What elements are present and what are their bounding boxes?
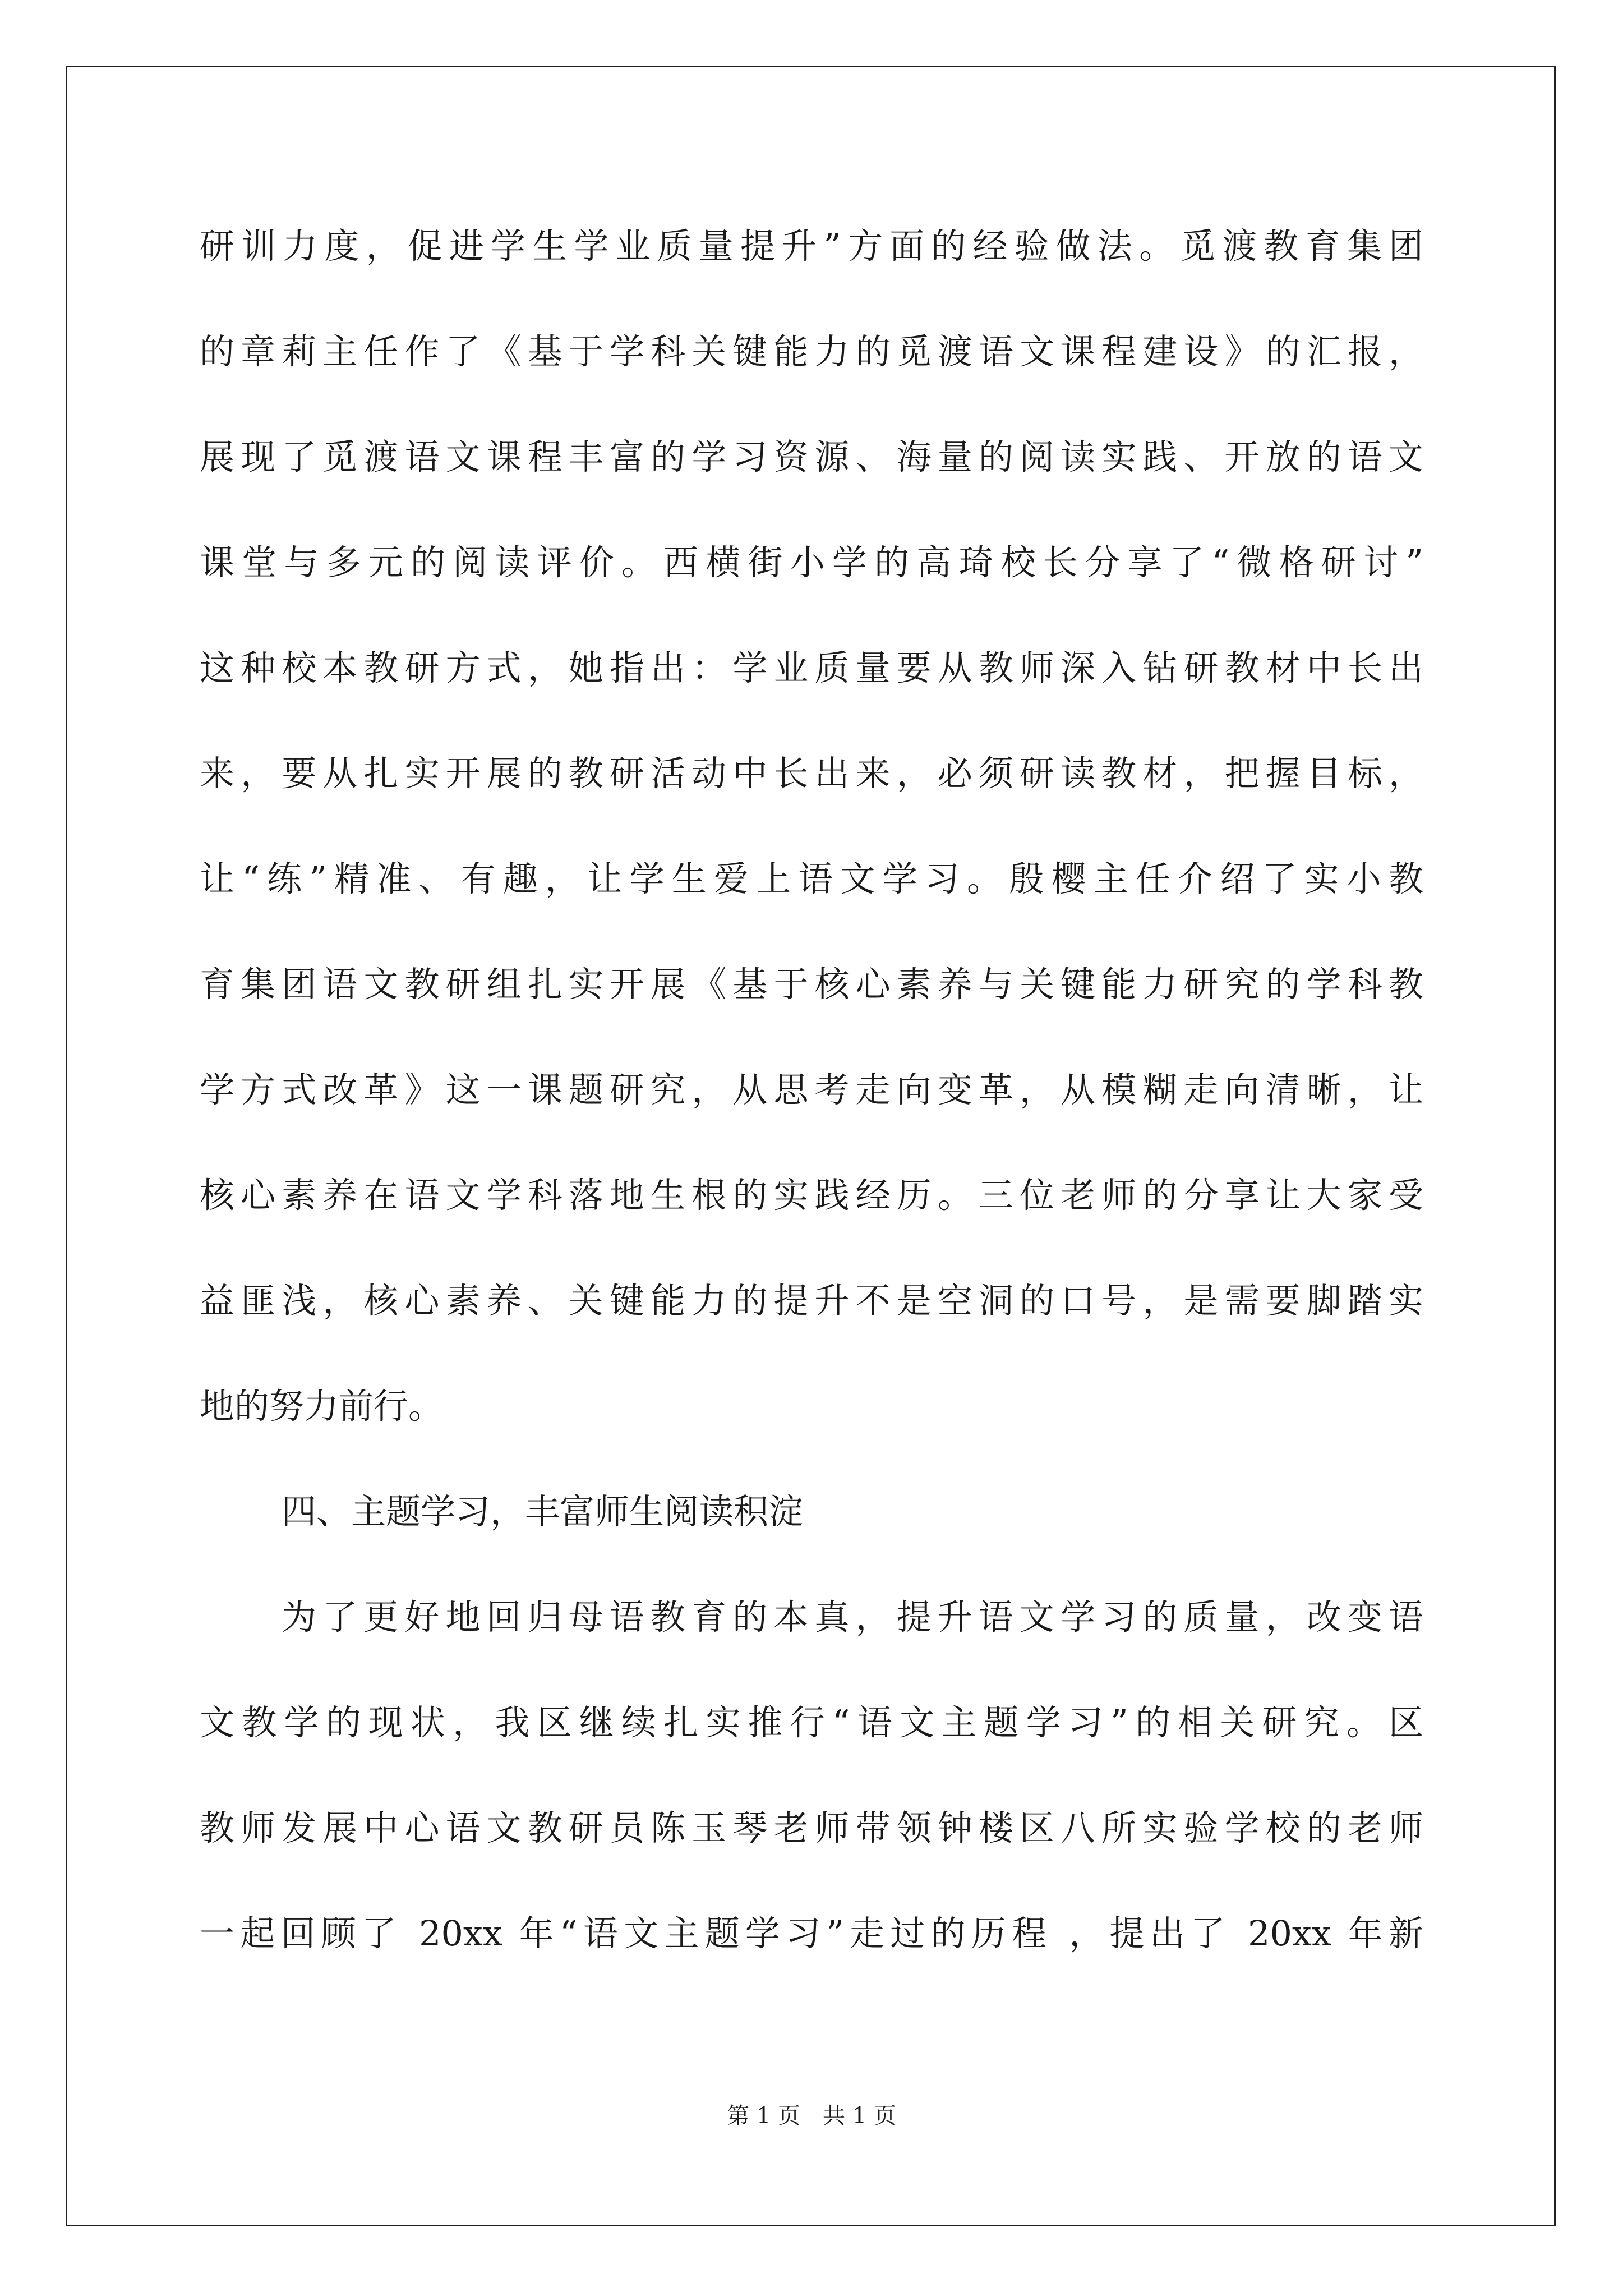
text-line: 这种校本教研方式，她指出：学业质量要从教师深入钻研教材中长出 (200, 647, 1423, 688)
section-heading: 四、主题学习，丰富师生阅读积淀 (282, 1491, 804, 1532)
text-line: 学方式改革》这一课题研究，从思考走向变革，从模糊走向清晰，让 (200, 1069, 1423, 1110)
text-line: 为了更好地回归母语教育的本真，提升语文学习的质量，改变语 (282, 1596, 1423, 1637)
text-line: 育集团语文教研组扎实开展《基于核心素养与关键能力研究的学科教 (200, 964, 1423, 1005)
text-line: 来，要从扎实开展的教研活动中长出来，必须研读教材，把握目标， (200, 753, 1423, 794)
text-line: 益匪浅，核心素养、关键能力的提升不是空洞的口号，是需要脚踏实 (200, 1280, 1423, 1321)
text-line: 文教学的现状，我区继续扎实推行“语文主题学习”的相关研究。区 (200, 1702, 1423, 1743)
text-line: 研训力度，促进学生学业质量提升”方面的经验做法。觅渡教育集团 (200, 226, 1423, 266)
page-number-footer: 第 1 页 共 1 页 (727, 2103, 896, 2129)
text-line: 核心素养在语文学科落地生根的实践经历。三位老师的分享让大家受 (200, 1175, 1423, 1216)
text-line: 让“练”精准、有趣，让学生爱上语文学习。殷樱主任介绍了实小教 (200, 858, 1423, 899)
document-body (200, 194, 1423, 1986)
text-line: 一起回顾了 20xx 年“语文主题学习”走过的历程 ，提出了 20xx 年新 (200, 1913, 1423, 1954)
text-line: 的章莉主任作了《基于学科关键能力的觅渡语文课程建设》的汇报， (200, 331, 1423, 372)
text-line: 展现了觅渡语文课程丰富的学习资源、海量的阅读实践、开放的语文 (200, 436, 1423, 477)
text-line: 课堂与多元的阅读评价。西横街小学的高琦校长分享了“微格研讨” (200, 542, 1423, 583)
text-line: 地的努力前行。 (200, 1386, 444, 1427)
text-line: 教师发展中心语文教研员陈玉琴老师带领钟楼区八所实验学校的老师 (200, 1807, 1423, 1848)
